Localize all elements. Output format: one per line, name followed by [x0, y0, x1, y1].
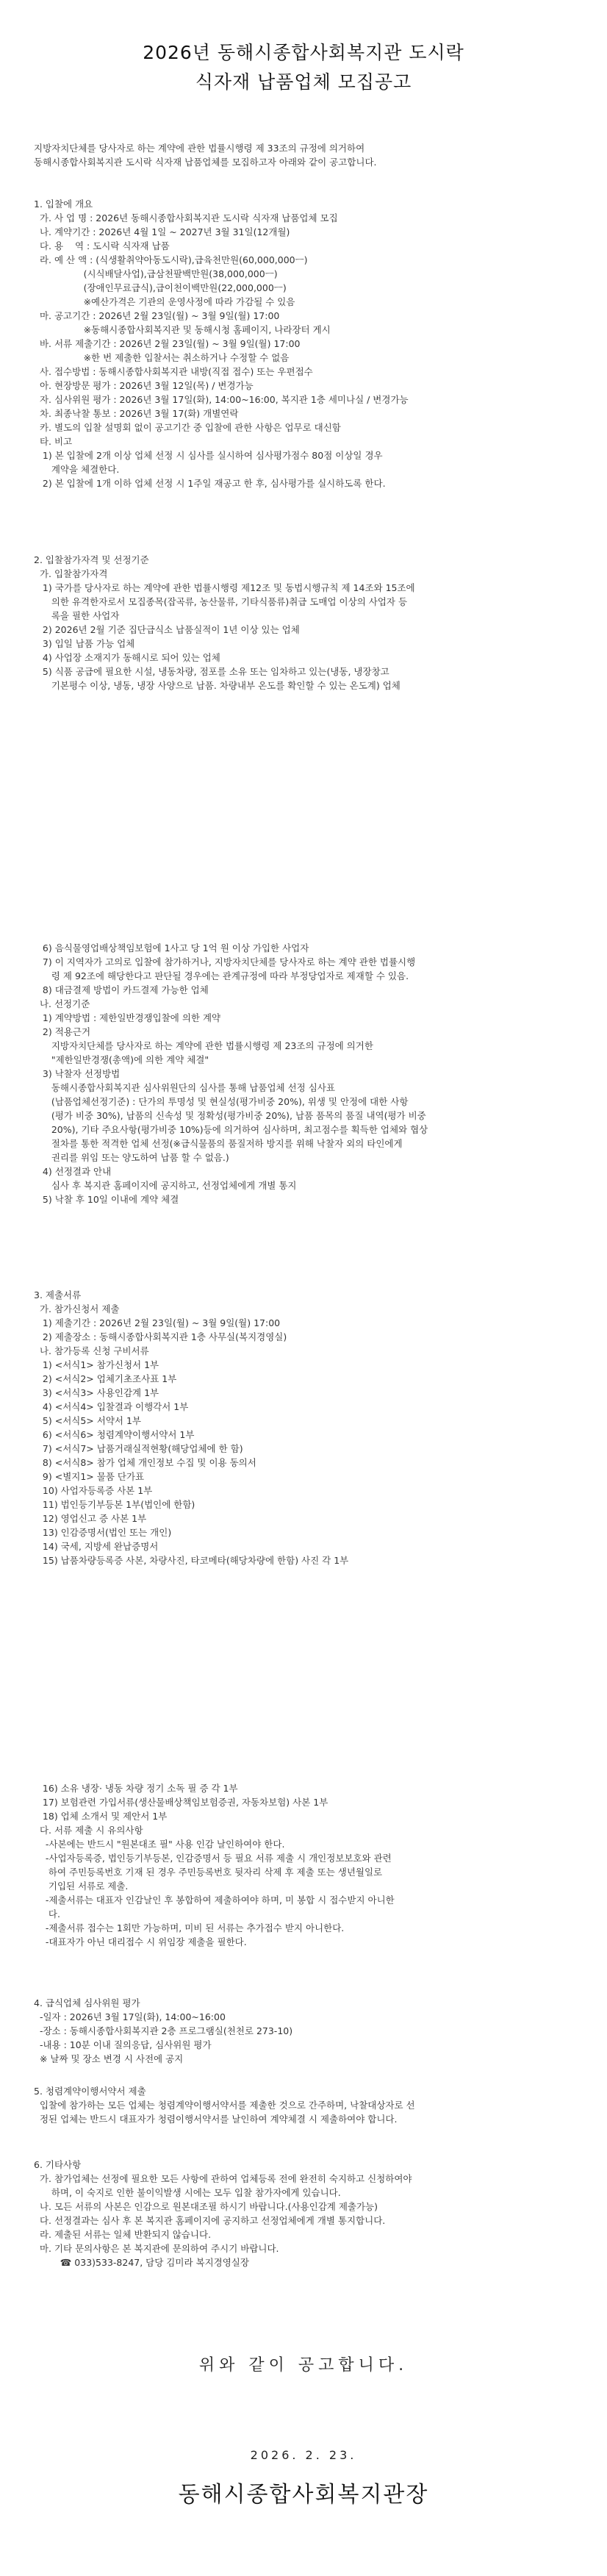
- notice-date: 2026. 2. 23.: [250, 2448, 357, 2462]
- section-eligibility-part2: 6) 음식물영업배상책임보험에 1사고 당 1억 원 이상 가입한 사업자 7) 이 지역자가 고의로 입찰에 참가하거나, 지방자치단체를 당사자로 하는 계약 관한 법률시행 령 제 92조에 해당한다고 판단될 경우에는 관계규정에 따라 부정당업자로 제재할 수 있음. 8) 대금결제 방법이 카드결제 가능한 업체 나. 선정기준 1) 계약방법 : 제한일반경쟁입찰에 의한 계약 2) 적용근거 지방자치단체를 당사자로 하는 계약에 관한 법률시행령 제 23조의 규정에 의거한 "제한일반경쟁(총액)에 의한 계약 체결" 3) 낙찰자 선정방법 동해시종합사회복지관 심사위원단의 심사를 통해 납품업체 선정 심사표 (납품업체선정기준) : 단가의 투명성 및 현실성(평가비중 20%), 위생 및 안정에 대한 사항 (평가 비중 30%), 납품의 신속성 및 정확성(평가비중 20%), 납품 품목의 품질 내역(평가 비중 20%), 기타 주요사항(평가비중 10%)등에 의거하여 심사하며, 최고점수를 획득한 업체와 협상 절차를 통한 적격한 업체 선정(※급식물품의 품질저하 방지를 위해 낙찰자 외의 타인에게 권리를 위임 또는 양도하여 납품 할 수 없음.) 4) 선정결과 안내 심사 후 복지관 홈페이지에 공지하고, 선정업체에게 개별 통지 5) 낙찰 후 10일 이내에 계약 체결: [39, 942, 428, 1205]
- section-eligibility-part1: 2. 입찰참가자격 및 선정기준 가. 입찰참가자격 1) 국가를 당사자로 하는 계약에 관한 법률시행령 제12조 및 동법시행규칙 제 14조와 15조에 의한 유격한자로서 모집종목(잡곡류, 농산물류, 기타식품류)취급 도매업 이상의 사업자 등 록을 필한 사업자 2) 2026년 2월 기준 집단급식소 납품실적이 1년 이상 있는 업체 3) 입일 납품 가능 업체 4) 사업장 소재지가 동해시로 되어 있는 업체 5) 식품 공급에 필요한 시설, 냉동차량, 점포를 소유 또는 임차하고 있는(냉동, 냉장창고 기본평수 이상, 냉동, 냉장 사양으로 납품. 차량내부 온도를 확인할 수 있는 온도계) 업체: [34, 554, 415, 691]
- closing-statement: 위와 같이 공고합니다.: [198, 2356, 409, 2375]
- section-other-notes: 6. 기타사항 가. 참가업체는 선정에 필요한 모든 사항에 관하여 업체등록 전에 완전히 숙지하고 신청하여야 하며, 이 숙지로 인한 불이익발생 시에는 모두 입찰 참가자에게 있습니다. 나. 모든 서류의 사본은 인감으로 원본대조필 하시기 바랍니다.(사용인감계 제출가능) 다. 선정결과는 심사 후 본 복지관 홈페이지에 공지하고 선정업체에게 개별 통지합니다. 라. 제출된 서류는 일체 반환되지 않습니다. 마. 기타 문의사항은 본 복지관에 문의하여 주시기 바랍니다. ☎ 033)533-8247, 담당 김미라 복지경영실장: [34, 2159, 412, 2268]
- section-evaluation: 4. 급식업체 심사위원 평가 -일자 : 2026년 3월 17일(화), 14:00~16:00 -장소 : 동해시종합사회복지관 2층 프로그램실(천천로 273-10) -내용 : 10분 이내 질의응답, 심사위원 평가 ※ 날짜 및 장소 변경 시 사전에 공지: [34, 1997, 293, 2064]
- section-overview: 1. 입찰에 개요 가. 사 업 명 : 2026년 동해시종합사회복지관 도시락 식자재 납품업체 모집 나. 계약기간 : 2026년 4월 1일 ~ 2027년 3월 31일(12개월) 다. 용 역 : 도시락 식자재 납품 라. 예 산 액 : (식생활취약아동도시락),급육천만원(60,000,000ㅡ) (시식배달사업),급삼천팔백만원(38,000,000ㅡ) (장애인무료급식),급이천이백만원(22,000,000ㅡ) ※예산가격은 기관의 운영사정에 따라 가감될 수 있음 마. 공고기간 : 2026년 2월 23일(월) ~ 3월 9일(월) 17:00 ※동해시종합사회복지관 및 동해시청 홈페이지, 나라장터 게시 바. 서류 제출기간 : 2026년 2월 23일(월) ~ 3월 9일(월) 17:00 ※한 번 제출한 입찰서는 취소하거나 수정할 수 없음 사. 접수방법 : 동해시종합사회복지관 내방(직접 접수) 또는 우편접수 아. 현장방문 평가 : 2026년 3월 12일(목) / 변경가능 자. 심사위원 평가 : 2026년 3월 17일(화), 14:00~16:00, 복지관 1층 세미나실 / 변경가능 차. 최종낙찰 통보 : 2026년 3월 17(화) 개별연락 카. 별도의 입찰 설명회 없이 공고기간 중 입찰에 관한 사항은 업무로 대신함 타. 비고 1) 본 입찰에 2개 이상 업체 선정 시 심사를 실시하여 심사평가점수 80점 이상일 경우 계약을 체결한다. 2) 본 입찰에 1개 이하 업체 선정 시 1주일 재공고 한 후, 심사평가를 실시하도록 한다.: [34, 198, 409, 489]
- issuing-organization: 동해시종합사회복지관장: [178, 2482, 429, 2508]
- section-documents-part2: 16) 소유 냉장· 냉동 차량 정기 소독 필 증 각 1부 17) 보험관련 가입서류(생산물배상책임보험증권, 자동차보험) 사본 1부 18) 업체 소개서 및 제안서 1부 다. 서류 제출 시 유의사항 -사본에는 반드시 "원본대조 필" 사용 인감 날인하여야 한다. -사업자등록증, 법인등기부등본, 인감증명서 등 필요 서류 제출 시 개인정보보호와 관련 하여 주민등록번호 기재 된 경우 주민등록번호 뒷자리 삭제 후 제출 또는 생년월일로 기입된 서류로 제출. -제출서류는 대표자 인감날인 후 봉합하여 제출하여야 하며, 미 봉합 시 접수받지 아니한 다. -제출서류 접수는 1회만 가능하며, 미비 된 서류는 추가접수 받지 아니한다. -대표자가 아닌 대리접수 시 위임장 제출을 필한다.: [39, 1783, 395, 1947]
- page-title-line1: 2026년 동해시종합사회복지관 도시락: [143, 42, 464, 63]
- intro-paragraph: 지방자치단체를 당사자로 하는 계약에 관한 법률시행령 제 33조의 규정에 의거하여 동해시종합사회복지관 도시락 식자재 납품업체를 모집하고자 아래와 같이 공고합니다.: [34, 143, 377, 168]
- section-integrity-pledge: 5. 청렴계약이행서약서 제출 입찰에 참가하는 모든 업체는 청렴계약이행서약서를 제출한 것으로 간주하며, 낙찰대상자로 선 정된 업체는 반드시 대표자가 청렴이행서약서를 날인하여 계약체결 시 제출하여야 합니다.: [34, 2086, 415, 2125]
- page-title-line2: 식자재 납품업체 모집공고: [195, 71, 412, 93]
- section-documents-part1: 3. 제출서류 가. 참가신청서 제출 1) 제출기간 : 2026년 2월 23일(월) ~ 3월 9일(월) 17:00 2) 제출장소 : 동해시종합사회복지관 1층 사무실(복지경영실) 나. 참가등록 신청 구비서류 1) <서식1> 참가신청서 1부 2) <서식2> 업체기초조사표 1부 3) <서식3> 사용인감계 1부 4) <서식4> 입찰결과 이행각서 1부 5) <서식5> 서약서 1부 6) <서식6> 청렴계약이행서약서 1부 7) <서식7> 납품거래실적현황(해당업체에 한 함) 8) <서식8> 참가 업체 개인정보 수집 및 이용 동의서 9) <별지1> 물품 단가표 10) 사업자등록증 사본 1부 11) 법인등기부등본 1부(법인에 한함) 12) 영업신고 증 사본 1부 13) 인감증명서(법인 또는 개인) 14) 국세, 지방세 완납증명서 15) 납품차량등록증 사본, 차량사진, 타코메타(해당차량에 한함) 사진 각 1부: [34, 1289, 349, 1566]
